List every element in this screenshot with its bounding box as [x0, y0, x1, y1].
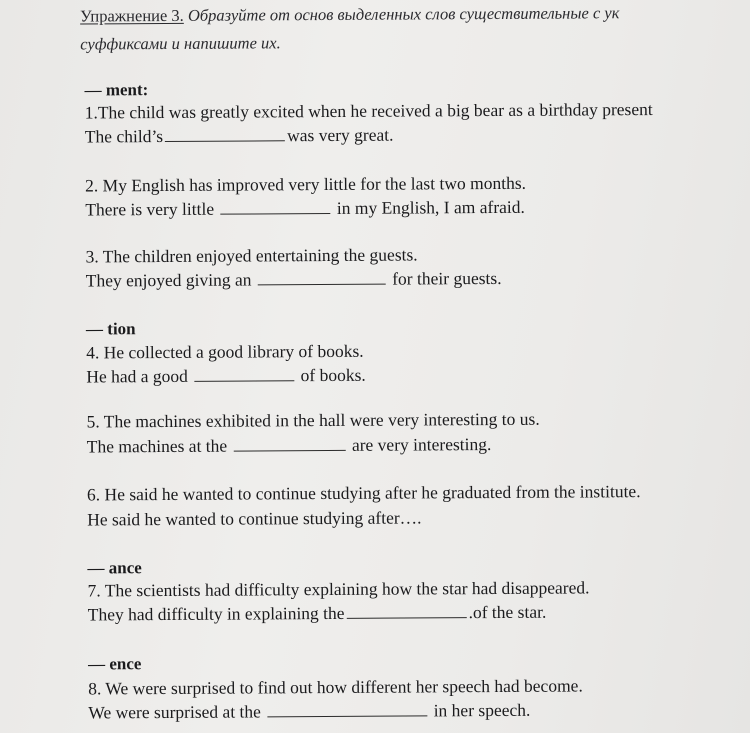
sentence-4-task-before: He had a good — [86, 365, 188, 387]
sentence-8-task-after: in her speech. — [433, 699, 531, 721]
answer-blank-1[interactable] — [165, 126, 285, 142]
suffix-heading-tion: — tion — [85, 319, 136, 339]
sentence-3-task-after: for their guests. — [392, 267, 502, 289]
sentence-1-task — [85, 124, 394, 148]
sentence-8-task-before: We were surprised at the — [88, 701, 261, 723]
answer-blank-4[interactable] — [194, 366, 294, 382]
sentence-5-task-after: are very interesting. — [351, 434, 492, 455]
sentence-7-task-after: .of the star. — [468, 601, 547, 623]
answer-blank-7[interactable] — [346, 603, 466, 619]
sentence-5-task-before: The machines at the — [86, 435, 228, 457]
sentence-5-original: 5. The machines exhibited in the hall were very interesting to us. — [86, 408, 540, 432]
sentence-8-task — [88, 699, 530, 724]
sentence-5-task — [87, 433, 492, 457]
sentence-6-task — [87, 506, 421, 530]
sentence-4-original: 4. He collected a good library of books. — [86, 340, 364, 363]
sentence-7-task-before: They had difficulty in explaining the — [87, 602, 345, 625]
sentence-2-original: 2. My English has improved very little for the last two months. — [85, 172, 527, 196]
sentence-4-task — [86, 364, 366, 388]
answer-blank-8[interactable] — [267, 701, 427, 717]
sentence-1-task-after: was very great. — [287, 124, 394, 146]
suffix-heading-ment: — ment: — [84, 80, 149, 100]
sentence-7-original: 7. The scientists had difficulty explaining how the star had disappeared. — [87, 577, 590, 601]
answer-blank-2[interactable] — [220, 199, 330, 215]
sentence-2-task-after: in my English, I am afraid. — [336, 196, 525, 218]
answer-blank-5[interactable] — [233, 436, 345, 452]
exercise-label: Упражнение 3. — [80, 5, 184, 26]
sentence-4-task-after: of books. — [300, 364, 366, 386]
sentence-3-original: 3. The children enjoyed entertaining the guests. — [85, 244, 418, 267]
sentence-3-task — [86, 267, 502, 292]
exercise-title — [80, 2, 619, 27]
sentence-3-task-before: They enjoyed giving an — [85, 269, 252, 291]
exercise-task-line2-row — [80, 32, 281, 55]
sentence-2-task — [85, 196, 525, 221]
sentence-1-original: 1.The child was greatly excited when he received a big bear as a birthday present — [84, 99, 653, 123]
sentence-7-task — [88, 601, 547, 626]
sentence-1-task-before: The child’s — [84, 126, 164, 147]
sentence-8-original: 8. We were surprised to find out how different her speech had become. — [88, 675, 583, 699]
sentence-6-task-before: He said he wanted to continue studying after…. — [87, 507, 422, 530]
exercise-task-line1: Образуйте от основ выделенных слов существительные с ук — [187, 3, 620, 25]
answer-blank-3[interactable] — [258, 270, 386, 286]
exercise-task-line2: суффиксами и напишите их. — [80, 33, 281, 54]
sentence-6-original: 6. He said he wanted to continue studying after he graduated from the institute. — [86, 481, 641, 505]
suffix-heading-ence: — ence — [87, 654, 142, 674]
suffix-heading-ance: — ance — [87, 558, 142, 578]
sentence-2-task-before: There is very little — [85, 198, 215, 220]
